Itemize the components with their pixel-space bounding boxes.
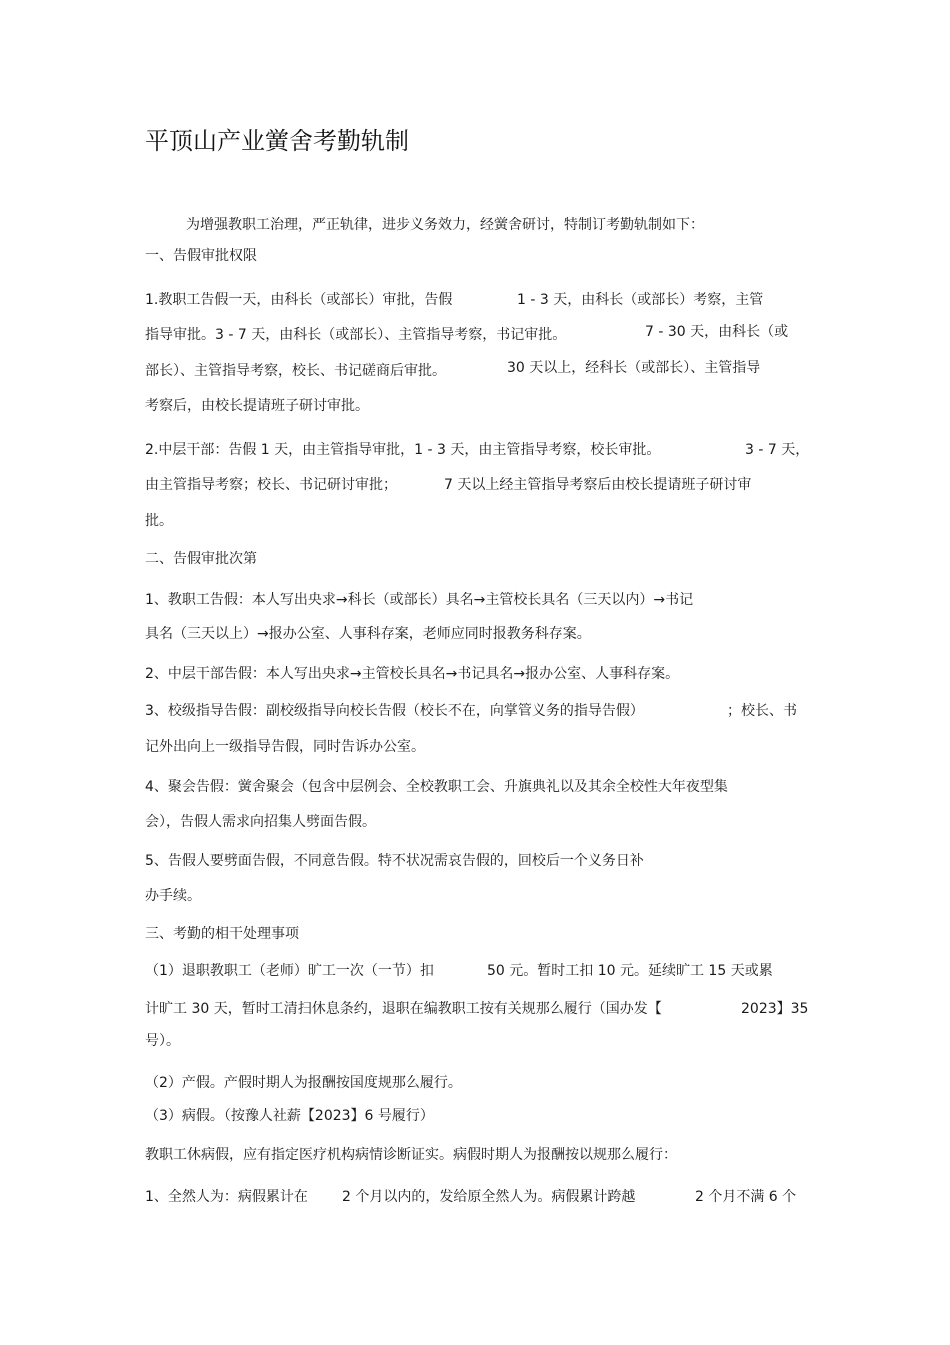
paragraph-line: 1、全然人为：病假累计在 xyxy=(145,1189,308,1205)
paragraph-line: 2.中层干部：告假 1 天，由主管指导审批，1 - 3 天，由主管指导考察，校长审批。 xyxy=(145,442,661,458)
intro-paragraph: 为增强教职工治理，严正轨律，进步义务效力，经黉舍研讨，特制订考勤轨制如下： xyxy=(186,217,704,233)
section-heading-3: 三、考勤的相干处理事项 xyxy=(145,926,299,942)
paragraph-line: 教职工休病假，应有指定医疗机构病情诊断证实。病假时期人为报酬按以规那么履行： xyxy=(145,1147,677,1163)
paragraph-line: 具名（三天以上）→报办公室、人事科存案，老师应同时报教务科存案。 xyxy=(145,626,591,642)
paragraph-line: 7 天以上经主管指导考察后由校长提请班子研讨审 xyxy=(444,477,752,493)
paragraph-line: 1.教职工告假一天，由科长（或部长）审批，告假 xyxy=(145,292,453,308)
paragraph-line: 指导审批。3 - 7 天，由科长（或部长）、主管指导考察，书记审批。 xyxy=(145,327,567,343)
paragraph-line: 号）。 xyxy=(145,1033,180,1049)
paragraph-line: 计旷工 30 天，暂时工清扫休息条约，退职在编教职工按有关规那么履行（国办发【 xyxy=(145,1001,662,1017)
paragraph-line: 7 - 30 天，由科长（或 xyxy=(645,324,789,340)
paragraph-line: 办手续。 xyxy=(145,888,201,904)
paragraph-line: （1）退职教职工（老师）旷工一次（一节）扣 xyxy=(145,963,434,979)
paragraph-line: ；校长、书 xyxy=(727,703,797,719)
paragraph-line: 4、聚会告假：黉舍聚会（包含中层例会、全校教职工会、升旗典礼以及其余全校性大年夜型集 xyxy=(145,779,728,795)
paragraph-line: 部长）、主管指导考察，校长、书记磋商后审批。 xyxy=(145,363,446,379)
paragraph-line: 由主管指导考察；校长、书记研讨审批； xyxy=(145,477,397,493)
paragraph-line: 30 天以上，经科长（或部长）、主管指导 xyxy=(507,360,761,376)
paragraph-line: 记外出向上一级指导告假，同时告诉办公室。 xyxy=(145,739,425,755)
paragraph-line: 2 个月不满 6 个 xyxy=(695,1189,797,1205)
section-heading-1: 一、告假审批权限 xyxy=(145,248,257,264)
paragraph-line: （3）病假。（按豫人社薪【2023】6 号履行） xyxy=(145,1108,434,1124)
paragraph-line: 批。 xyxy=(145,513,173,529)
paragraph-line: 50 元。暂时工扣 10 元。延续旷工 15 天或累 xyxy=(487,963,773,979)
document-title: 平顶山产业黉舍考勤轨制 xyxy=(145,127,409,155)
paragraph-line: （2）产假。产假时期人为报酬按国度规那么履行。 xyxy=(145,1075,462,1091)
paragraph-line: 1、教职工告假：本人写出央求→科长（或部长）具名→主管校长具名（三天以内）→书记 xyxy=(145,592,694,608)
paragraph-line: 2、中层干部告假：本人写出央求→主管校长具名→书记具名→报办公室、人事科存案。 xyxy=(145,666,680,682)
paragraph-line: 2023】35 xyxy=(741,1001,809,1017)
paragraph-line: 3 - 7 天， xyxy=(745,442,810,458)
paragraph-line: 3、校级指导告假：副校级指导向校长告假（校长不在，向掌管义务的指导告假） xyxy=(145,703,644,719)
section-heading-2: 二、告假审批次第 xyxy=(145,551,257,567)
paragraph-line: 1 - 3 天，由科长（或部长）考察，主管 xyxy=(517,292,764,308)
paragraph-line: 会），告假人需求向招集人劈面告假。 xyxy=(145,814,376,830)
paragraph-line: 考察后，由校长提请班子研讨审批。 xyxy=(145,398,369,414)
paragraph-line: 2 个月以内的，发给原全然人为。病假累计跨越 xyxy=(342,1189,636,1205)
paragraph-line: 5、告假人要劈面告假，不同意告假。特不状况需哀告假的，回校后一个义务日补 xyxy=(145,853,644,869)
